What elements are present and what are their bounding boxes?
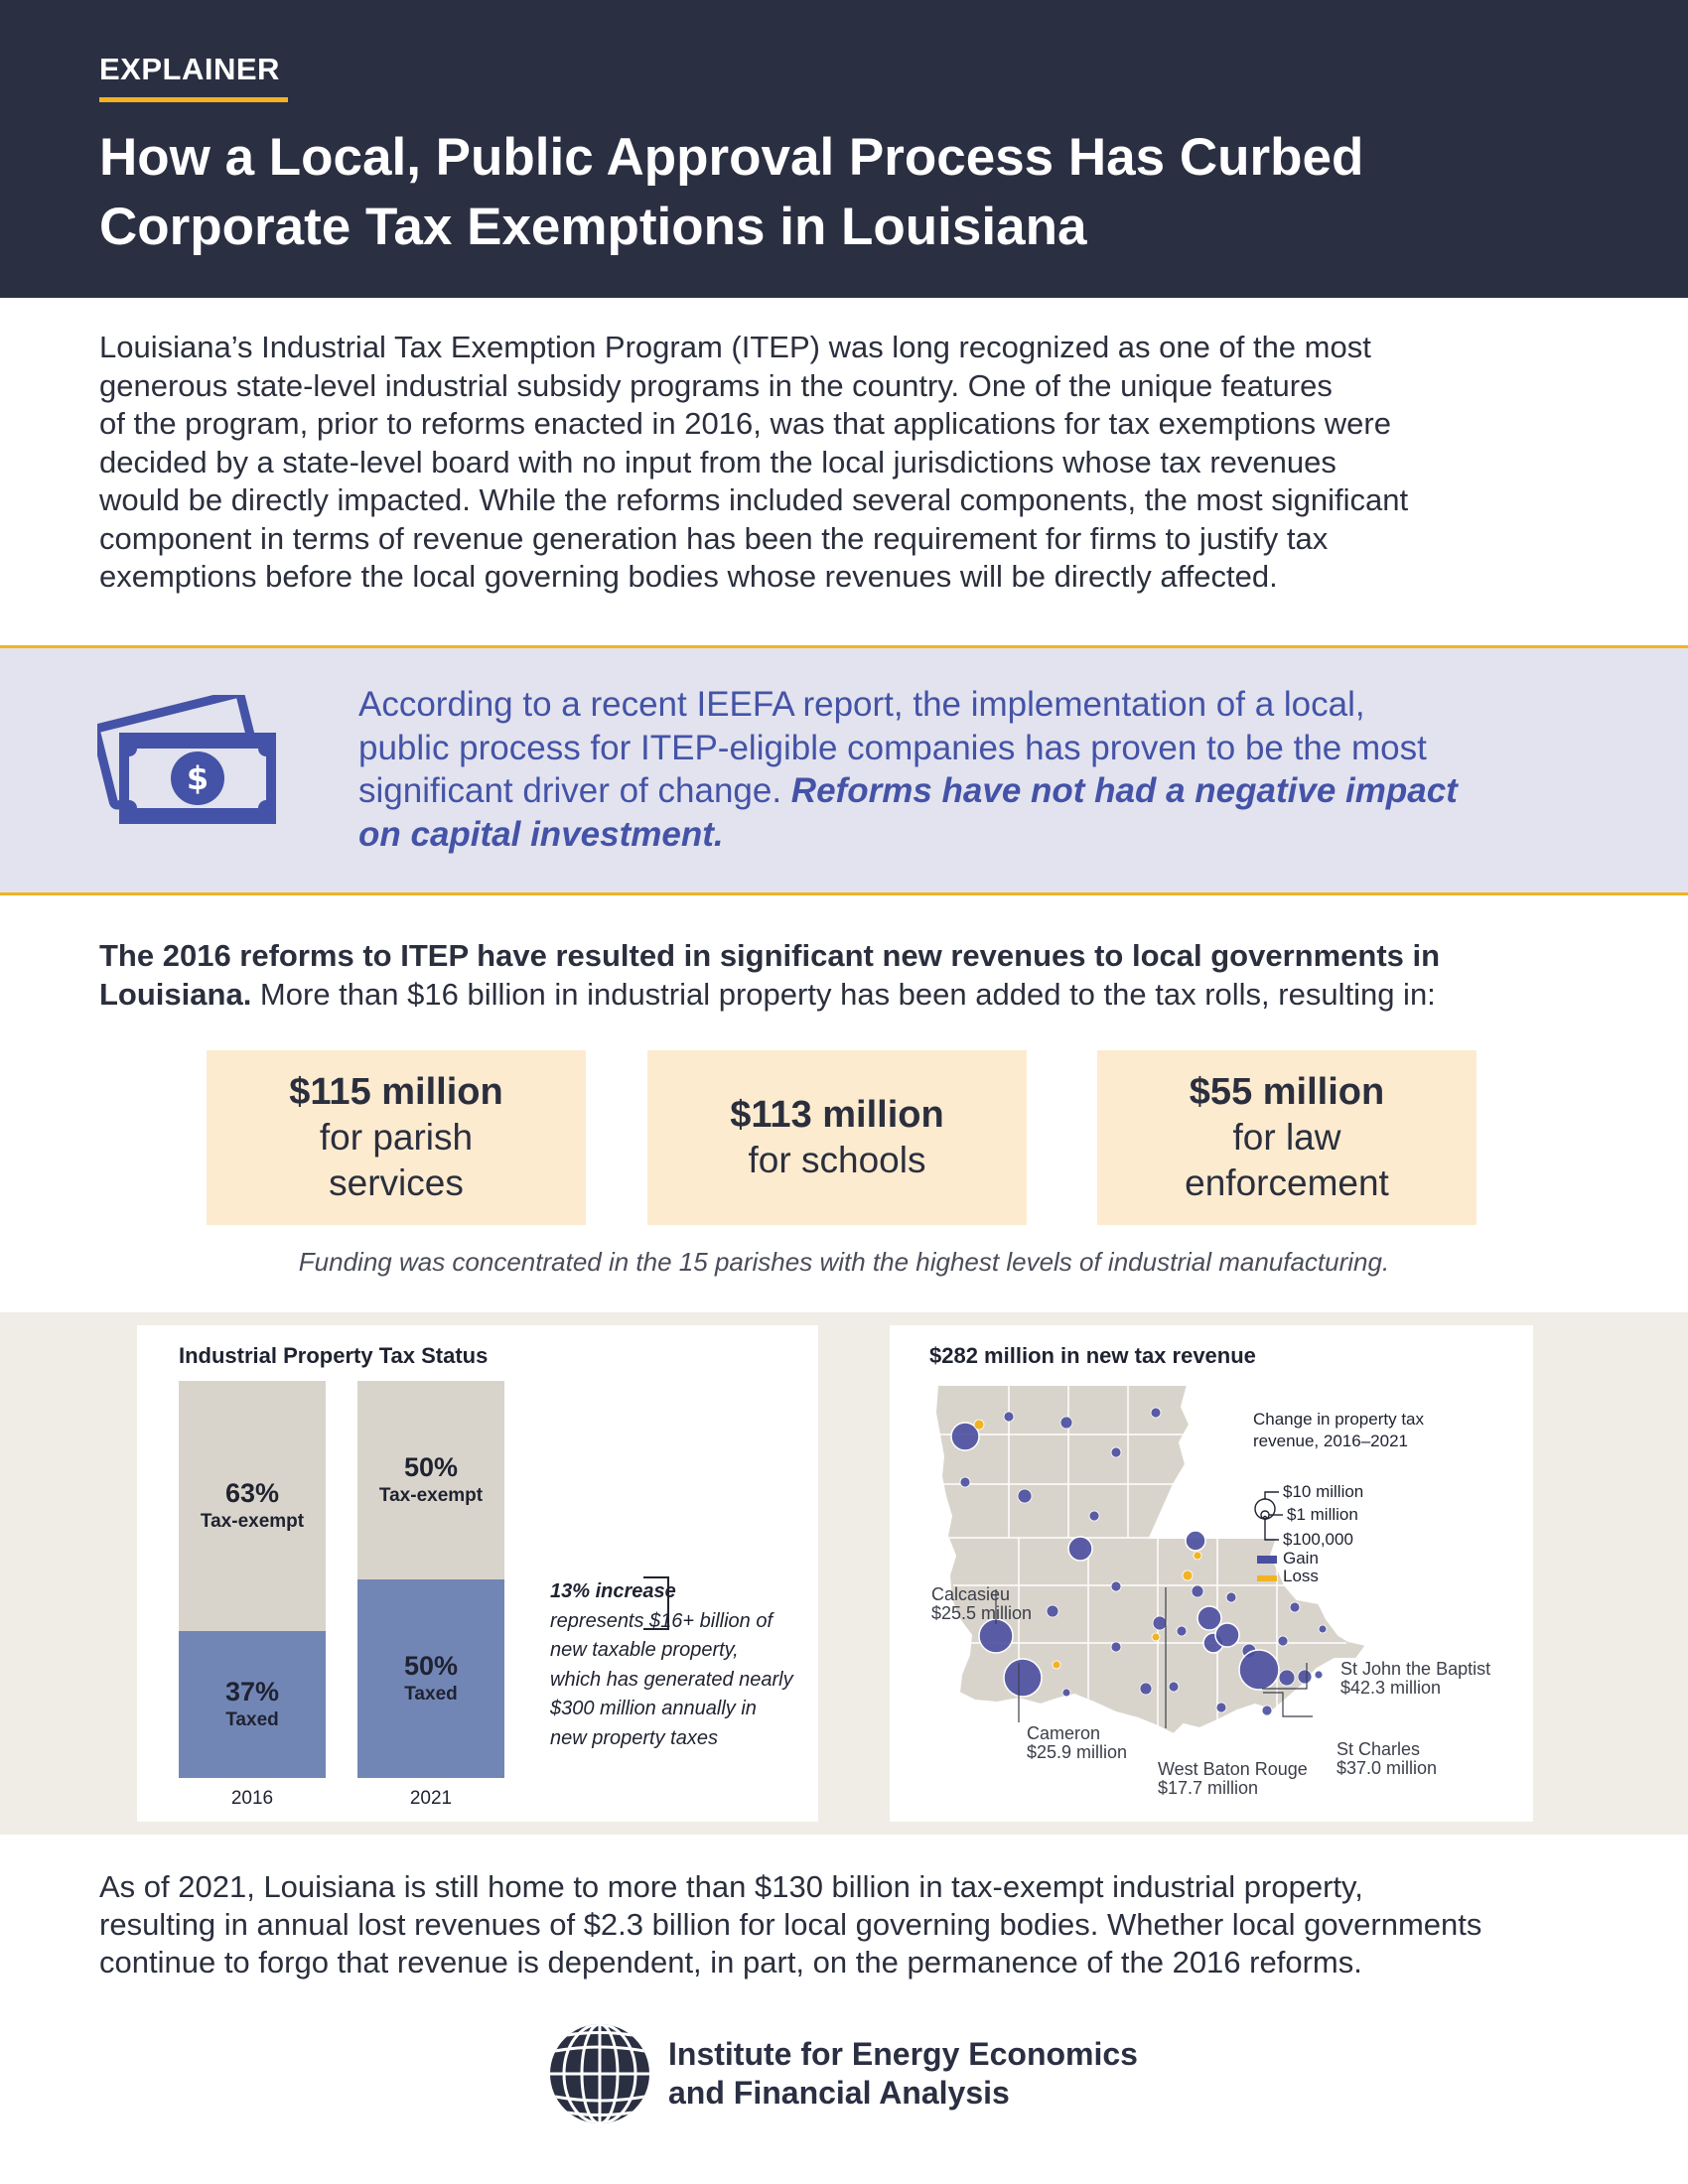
map-point-loss [1194,1552,1201,1560]
callout-line: According to a recent IEEFA report, the implementation of a local, [358,685,1365,724]
stat-box-schools [647,1050,1027,1225]
map-point-gain [960,1477,970,1487]
stat-amount: $115 million [289,1071,503,1113]
chart-title: $282 million in new tax revenue [929,1343,1256,1368]
legend-size-100k: $100,000 [1283,1530,1353,1549]
map-point-gain [1298,1670,1312,1684]
callout-line: public process for ITEP-eligible companies has proven to be the most [358,728,1427,767]
bar-category-label: 2016 [230,1788,274,1809]
map-point-gain [1239,1650,1279,1690]
callout-line [358,769,1629,813]
map-point-loss [1152,1633,1160,1641]
intro-line: Louisiana’s Industrial Tax Exemption Program (ITEP) was long recognized as one of the most [99,330,1371,364]
point-value: $25.9 million [1027,1742,1128,1762]
callout-text [358,683,1629,856]
stat-box-law [1097,1050,1477,1225]
kicker-label: EXPLAINER [99,52,280,86]
bar-data-label [357,1450,504,1508]
map-point-gain [1169,1682,1179,1692]
org-name [668,2035,1138,2113]
point-name: Cameron [1027,1723,1101,1743]
map-point-gain [1111,1581,1121,1591]
legend-title-line: revenue, 2016–2021 [1253,1432,1408,1450]
map-point-gain [1060,1417,1072,1429]
legend-size-icon [1255,1492,1283,1540]
map-point-gain [1315,1671,1323,1679]
intro-line: generous state-level industrial subsidy programs in the country. One of the unique features [99,367,1333,403]
org-name-line: Institute for Energy Economics [668,2036,1138,2072]
point-value: $42.3 million [1340,1678,1442,1698]
callout-emphasis: Reforms have not had a negative impact [790,771,1458,810]
map-point-gain [1151,1408,1161,1418]
map-point-gain [1226,1592,1236,1602]
map-point-loss [1183,1570,1193,1580]
stat-description: for parish services [319,1117,474,1203]
bar-percent: 50% [403,1651,459,1681]
closing-line: As of 2021, Louisiana is still home to more than $130 billion in tax-exempt industrial property, [99,1869,1363,1904]
dollar-symbol: $ [186,759,210,797]
annotation-text: represents $16+ billion of new taxable property, which has generated nearly $300 million annually in new property taxes [550,1609,793,1749]
stat-amount: $113 million [730,1094,944,1136]
legend-gain-swatch [1257,1556,1277,1564]
increase-annotation [550,1577,793,1753]
intro-line: exemptions before the local governing bodies whose revenues will be directly affected. [99,559,1278,594]
callout-plain: significant driver of change. [358,771,791,810]
kicker-underline [99,97,288,102]
legend-title-line: Change in property tax [1253,1410,1424,1429]
reforms-rest: More than $16 billion in industrial property has been added to the tax rolls, resulting in: [251,977,1436,1012]
point-value: $17.7 million [1158,1778,1259,1798]
callout-emphasis: on capital investment. [358,814,724,854]
reforms-bold: The 2016 reforms to ITEP have resulted in significant new revenues to local governments in [99,938,1441,973]
bar-data-label [179,1476,326,1534]
map-point-gain [1062,1689,1070,1697]
map-point-gain [1140,1683,1152,1695]
title-line-1: How a Local, Public Approval Process Has Curbed [99,128,1364,187]
bar-percent: 50% [403,1452,459,1482]
bar-percent: 63% [224,1478,280,1508]
page-title [99,123,1589,262]
bar-caption: Taxed [225,1709,279,1730]
legend-size-10m: $10 million [1283,1482,1364,1501]
map-label-st-charles [1336,1740,1437,1778]
map-point-gain [1004,1659,1042,1697]
chart-title: Industrial Property Tax Status [179,1343,489,1368]
point-name: West Baton Rouge [1158,1759,1308,1779]
map-point-gain [1319,1625,1327,1633]
map-point-gain [1197,1606,1221,1630]
point-name: St John the Baptist [1340,1659,1491,1679]
reforms-bold: Louisiana. [99,977,252,1012]
map-point-gain [1068,1537,1092,1561]
bar-data-label [179,1675,326,1732]
map-point-loss [1053,1661,1060,1669]
bar-caption: Tax-exempt [200,1511,305,1532]
legend-gain: Gain [1283,1549,1319,1568]
map-point-loss [974,1420,984,1430]
point-value: $25.5 million [931,1603,1033,1623]
map-label-st-john [1340,1660,1490,1698]
revenue-map-panel [890,1325,1533,1822]
closing-line: resulting in annual lost revenues of $2.3 billion for local governing bodies. Whether local governments [99,1907,1482,1942]
bar-caption: Tax-exempt [378,1485,484,1506]
map-point-gain [1192,1585,1203,1597]
bar-category-label: 2021 [409,1788,453,1809]
org-name-line: and Financial Analysis [668,2075,1010,2111]
annotation-bold: 13% increase [550,1580,676,1602]
map-label-calcasieu [931,1585,1032,1623]
intro-line: component in terms of revenue generation has been the requirement for firms to justify tax [99,520,1329,556]
intro-line: decided by a state-level board with no input from the local jurisdictions whose tax revenues [99,444,1336,479]
map-point-gain [979,1619,1013,1653]
map-point-gain [1047,1605,1058,1617]
point-name: St Charles [1336,1739,1421,1759]
money-bills-icon [97,695,282,834]
map-point-gain [1004,1412,1014,1422]
map-point-gain [1111,1447,1121,1457]
map-point-gain [1215,1623,1239,1647]
stat-description: for schools [748,1140,926,1180]
closing-paragraph [99,1868,1628,1981]
point-name: Calcasieu [931,1584,1011,1604]
bar-percent: 37% [224,1677,280,1706]
point-value: $37.0 million [1336,1758,1438,1778]
intro-paragraph [99,329,1609,597]
legend-loss-swatch [1257,1575,1277,1581]
intro-line: would be directly impacted. While the reforms included several components, the most significant [99,482,1409,517]
map-label-cameron [1027,1724,1127,1762]
map-point-gain [1290,1602,1300,1612]
map-point-gain [1153,1616,1167,1630]
reforms-paragraph [99,936,1628,1014]
funding-note: Funding was concentrated in the 15 parishes with the highest levels of industrial manufacturing. [298,1247,1390,1277]
legend-loss: Loss [1283,1567,1319,1585]
bar-data-label [357,1649,504,1706]
globe-icon [547,2021,652,2126]
legend-title [1253,1409,1472,1452]
stat-amount: $55 million [1189,1071,1385,1113]
callout-line [358,813,1629,857]
map-point-gain [1177,1626,1187,1636]
stat-description: for law enforcement [1185,1117,1389,1203]
map-point-gain [1111,1642,1121,1652]
map-point-gain [1278,1636,1288,1646]
map-point-gain [1279,1670,1295,1686]
map-point-gain [1216,1703,1226,1712]
bar-caption: Taxed [404,1684,458,1705]
map-point-gain [1089,1511,1099,1521]
closing-line: continue to forgo that revenue is dependent, in part, on the permanence of the 2016 reforms. [99,1945,1362,1979]
map-point-gain [1186,1531,1205,1551]
map-point-gain [1262,1706,1272,1715]
stat-box-parish [207,1050,586,1225]
map-point-gain [1018,1489,1032,1503]
header-banner [0,0,1688,298]
map-label-west-baton-rouge [1158,1760,1308,1798]
title-line-2: Corporate Tax Exemptions in Louisiana [99,198,1087,256]
legend-size-1m: $1 million [1287,1505,1358,1524]
intro-line: of the program, prior to reforms enacted in 2016, was that applications for tax exemptions were [99,406,1391,441]
tax-status-panel [137,1325,818,1822]
